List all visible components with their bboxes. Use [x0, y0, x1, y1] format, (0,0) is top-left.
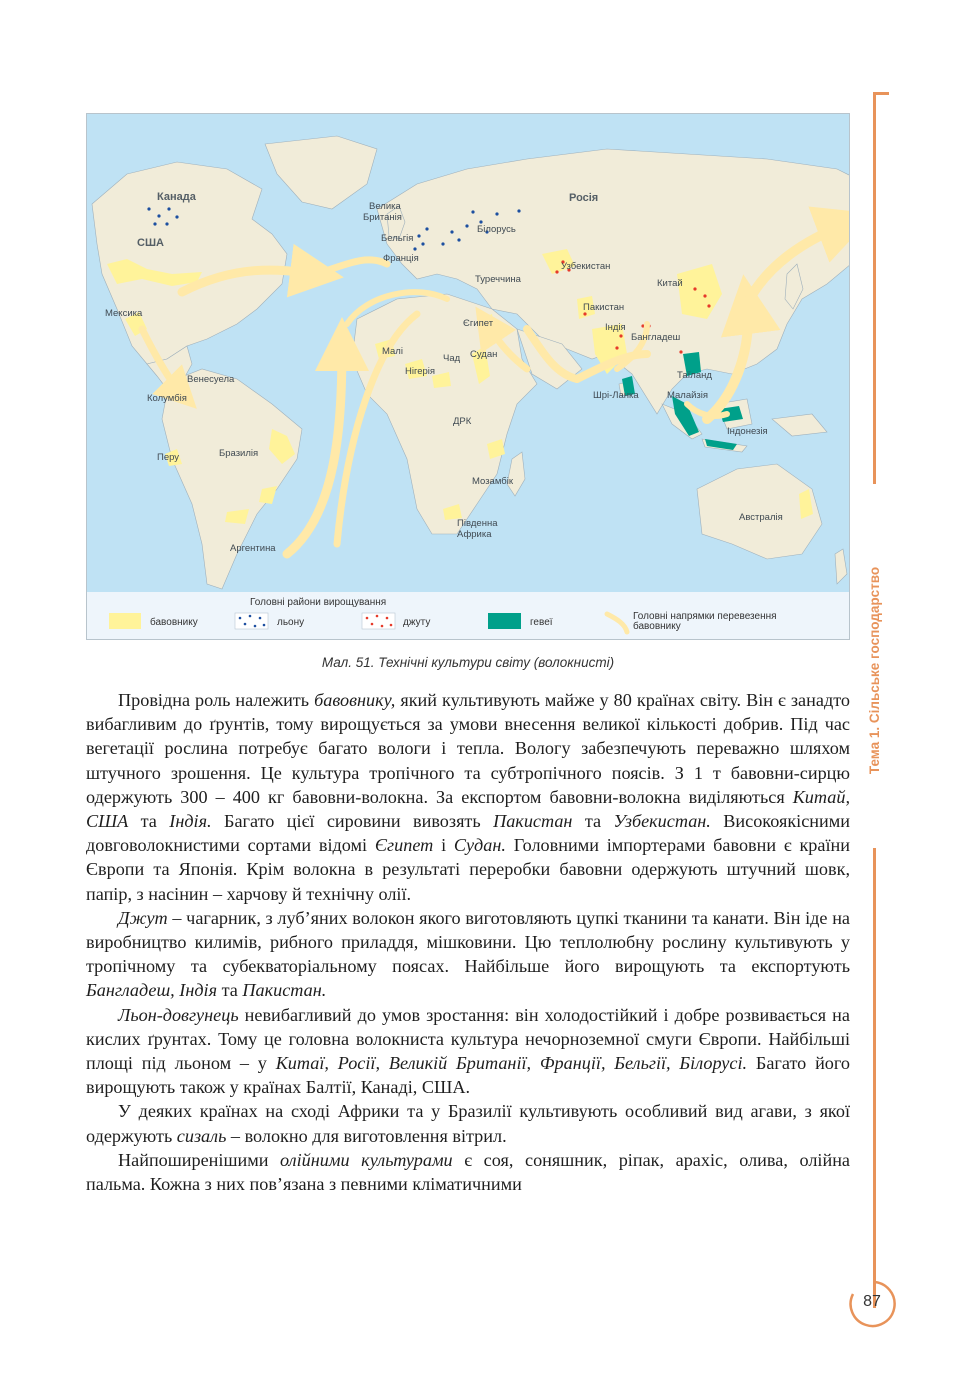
text-run: Головними імпортерами бавовни є країни Європи та Японія. Крім волокна в результаті переробки бавовни одержують штучний шовк, папір, з насінин – харчову й технічну олії.: [86, 835, 850, 904]
label-belgium: Бельгія: [381, 233, 414, 244]
flax-dot: [495, 212, 498, 215]
legend-swatch-cotton: [109, 613, 141, 629]
label-france: Франція: [383, 253, 419, 264]
label-sudan: Судан: [470, 349, 498, 360]
label-south-africa-line-2: Африка: [457, 529, 492, 540]
label-indonesia: Індонезія: [727, 426, 768, 437]
term-countries: Бангладеш, Індія: [86, 980, 218, 1001]
paragraph-cotton: [86, 688, 850, 906]
text-run: є соя, соняшник, ріпак, арахіс, олива, олійна пальма. Кожна з них пов’язана з певними кліматичними: [86, 1149, 850, 1195]
term-flax: Льон-довгунець: [118, 1004, 239, 1025]
text-run: Багато його вирощують також у країнах Балтії, Канаді, США.: [86, 1053, 850, 1098]
label-mozambique: Мозамбік: [472, 476, 513, 487]
legend-label-cotton: бавовнику: [150, 617, 198, 628]
flax-dot: [457, 238, 460, 241]
label-brazil: Бразилія: [219, 448, 259, 459]
body-text: [86, 688, 850, 1196]
text-run: Найпоширенішими: [118, 1149, 281, 1170]
label-turkey: Туреччина: [475, 274, 521, 285]
label-australia: Австралія: [739, 512, 783, 523]
flax-dot: [167, 207, 170, 210]
term-country: Пакистан.: [242, 980, 327, 1001]
label-uk-line-2: Британія: [363, 212, 402, 223]
flax-dot: [165, 222, 168, 225]
text-run: – волокно для виготовлення вітрил.: [226, 1125, 507, 1146]
label-uzbekistan: Узбекистан: [561, 261, 611, 272]
text-run: та: [128, 811, 170, 832]
side-title: [864, 500, 886, 840]
label-pakistan: Пакистан: [583, 302, 625, 313]
flax-dot: [471, 210, 474, 213]
legend-label-hevea: гевеї: [530, 617, 553, 628]
legend-swatch-flax: [235, 613, 268, 629]
term-country: Єгипет: [374, 835, 434, 856]
label-usa: США: [137, 237, 164, 249]
paragraph-jute: [86, 906, 850, 1003]
flax-dot: [147, 207, 150, 210]
jute-dot: [693, 287, 696, 290]
world-map: [87, 114, 850, 640]
term-country: Узбекистан.: [613, 811, 711, 832]
jute-dot: [679, 350, 682, 353]
label-mali: Малі: [382, 346, 403, 357]
term-cotton: бавовнику,: [314, 690, 396, 710]
jute-dot: [615, 346, 618, 349]
legend-label-jute: джуту: [403, 617, 431, 628]
label-russia: Росія: [569, 192, 599, 204]
jute-dot: [555, 270, 558, 273]
label-thailand: Таїланд: [677, 370, 712, 381]
world-map-figure: [86, 113, 850, 640]
text-run: та: [572, 811, 614, 832]
term-oil-crops: олійними культурами: [280, 1149, 453, 1170]
text-run: невибагливий до умов зростання: він холодостійкий і добре розвивається на кислих ґрунтах. Тому це головна волокниста культура нечорноземної смуги Європи. Найбільші площі під льоном – у: [86, 1004, 850, 1074]
flax-dot: [421, 242, 424, 245]
flax-dot: [425, 227, 428, 230]
label-nigeria: Нігерія: [405, 366, 436, 377]
paragraph-flax: [86, 1003, 850, 1100]
jute-dot: [619, 334, 622, 337]
term-country: Індія.: [169, 811, 212, 832]
flax-dot: [441, 242, 444, 245]
label-mexico: Мексика: [105, 308, 143, 319]
text-run: і: [433, 835, 454, 856]
legend-swatch-hevea: [488, 613, 521, 629]
label-canada: Канада: [157, 191, 196, 203]
text-run: Високоякісними довговолокнистими сортами відомі: [86, 811, 850, 856]
term-countries: Китай, США: [86, 786, 850, 832]
map-legend: [87, 592, 850, 640]
flax-dot: [175, 215, 178, 218]
flax-dot: [153, 222, 156, 225]
side-rule-bottom: [873, 848, 876, 1308]
text-run: У деяких країнах на сході Африки та у Бразилії культивують особливий вид агави, з якої одержують: [86, 1101, 850, 1146]
label-chad: Чад: [443, 353, 461, 364]
text-run: Провідна роль належить: [118, 690, 315, 710]
text-run: Багато цієї сировини вивозять: [211, 811, 494, 832]
label-malaysia: Малайзія: [667, 390, 709, 401]
label-argentina: Аргентина: [230, 543, 276, 554]
label-egypt: Єгипет: [463, 318, 494, 329]
label-venezuela: Венесуела: [187, 374, 235, 385]
term-country: Пакистан: [493, 811, 573, 832]
flax-dot: [450, 230, 453, 233]
term-countries: Китаї, Росії, Великій Британії, Франції, Бельгії, Білорусі.: [275, 1053, 748, 1074]
side-title-text: Тема 1. Сільське господарство: [867, 566, 883, 774]
label-drc: ДРК: [453, 416, 472, 427]
legend-label-flax: льону: [277, 617, 305, 628]
legend-label-arrows-line-2: бавовнику: [633, 621, 681, 632]
legend-title: Головні райони вирощування: [250, 597, 387, 608]
label-belarus: Білорусь: [477, 224, 516, 235]
paragraph-sisal: [86, 1099, 850, 1147]
side-rule-top: [873, 92, 876, 484]
label-uk-line-1: Велика: [369, 201, 401, 212]
label-south-africa-line-1: Південна: [457, 518, 498, 529]
label-china: Китай: [657, 278, 683, 289]
text-run: який культивують майже у 80 країнах світу. Він є занадто вибагливим до ґрунтів, тому вирощується за умови внесення великої кількості добрив. Під час вегетації рослина потребує багато вологи і тепла. Вологу забезпечують переважно шляхом штучного зрошення. Це культура тропічного та субтропічного поясів. З 1 т бавовни-сирцю одержують 300 – 400 кг бавовни-волокна. За експортом бавовни-волокна виділяються: [86, 690, 850, 807]
text-run: – чагарник, з луб’яних волокон якого виготовляють цупкі тканини та канати. Він іде на виробництво килимів, рибного приладдя, мішковини. Цю теплолюбну рослину культивують у тропічному та субекваторіальному поясах. Найбільше його вирощують та експортують: [86, 907, 850, 977]
flax-dot: [413, 247, 416, 250]
figure-caption: Мал. 51. Технічні культури світу (волокнисті): [321, 655, 615, 670]
page-number: 87: [863, 1293, 881, 1310]
label-bangladesh: Бангладеш: [631, 332, 681, 343]
flax-dot: [157, 214, 160, 217]
label-sri-lanka: Шрі-Ланка: [593, 390, 639, 401]
jute-dot: [703, 294, 706, 297]
term-jute: Джут: [118, 907, 168, 928]
paragraph-oil-crops: [86, 1148, 850, 1196]
label-peru: Перу: [157, 452, 180, 463]
term-sisal: сизаль: [176, 1125, 227, 1146]
label-colombia: Колумбія: [147, 393, 187, 404]
term-country: Судан.: [453, 835, 506, 856]
flax-dot: [465, 224, 468, 227]
flax-dot: [517, 209, 520, 212]
jute-dot: [707, 304, 710, 307]
label-india: Індія: [605, 322, 626, 333]
legend-swatch-jute: [362, 613, 395, 629]
legend-label-arrows-line-1: Головні напрямки перевезення: [633, 611, 777, 622]
text-run: та: [217, 980, 243, 1001]
flax-dot: [417, 234, 420, 237]
